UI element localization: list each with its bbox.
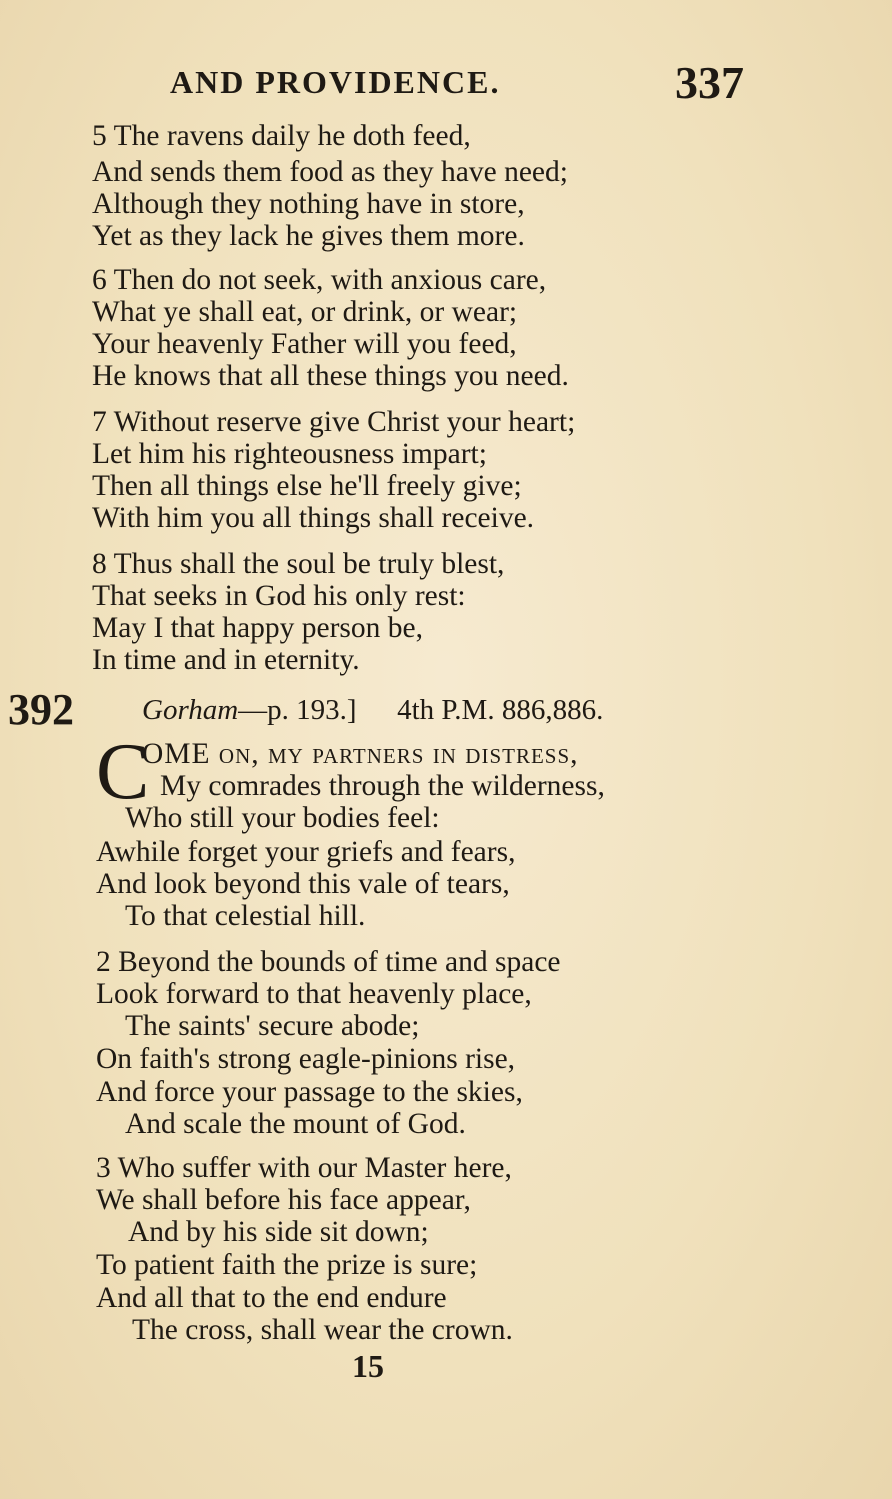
- verse-line: In time and in eternity.: [92, 644, 360, 676]
- verse-line: Your heavenly Father will you feed,: [92, 328, 517, 360]
- verse-line: May I that happy person be,: [92, 612, 423, 644]
- verse-line: 7 Without reserve give Christ your heart;: [92, 406, 576, 438]
- verse-line: What ye shall eat, or drink, or wear;: [92, 296, 518, 328]
- meter: 4th P.M. 886,886.: [397, 694, 604, 726]
- hymn-heading: [142, 694, 603, 727]
- verse-line: Although they nothing have in store,: [92, 188, 525, 220]
- hymn-number: 392: [8, 685, 74, 734]
- verse-line: And by his side sit down;: [128, 1216, 429, 1248]
- verse-line: He knows that all these things you need.: [92, 360, 569, 392]
- verse-line: And all that to the end endure: [96, 1282, 447, 1314]
- page-header: [170, 56, 750, 106]
- verse-line: The saints' secure abode;: [125, 1010, 420, 1042]
- verse-line: We shall before his face appear,: [96, 1184, 471, 1216]
- verse-line: And scale the mount of God.: [125, 1108, 466, 1140]
- verse-line: Then all things else he'll freely give;: [92, 470, 522, 502]
- verse-line: And look beyond this vale of tears,: [96, 868, 510, 900]
- verse-line: My comrades through the wilderness,: [160, 770, 605, 802]
- verse-line: To that celestial hill.: [125, 900, 366, 932]
- verse-line: 3 Who suffer with our Master here,: [96, 1152, 512, 1184]
- verse-line: 2 Beyond the bounds of time and space: [96, 946, 561, 978]
- verse-line: Yet as they lack he gives them more.: [92, 220, 525, 252]
- verse-line: 6 Then do not seek, with anxious care,: [92, 264, 547, 296]
- verse-line: 5 The ravens daily he doth feed,: [92, 120, 471, 152]
- verse-line: That seeks in God his only rest:: [92, 580, 466, 612]
- tune-name: Gorham: [142, 694, 239, 726]
- verse-line: Who still your bodies feel:: [125, 802, 440, 834]
- verse-line: 8 Thus shall the soul be truly blest,: [92, 548, 505, 580]
- verse-line: Look forward to that heavenly place,: [96, 978, 532, 1010]
- verse-line: And sends them food as they have need;: [92, 156, 568, 188]
- verse-line: OME on, my partners in distress,: [142, 738, 579, 770]
- signature-mark: 15: [352, 1348, 384, 1384]
- verse-line: The cross, shall wear the crown.: [132, 1314, 513, 1346]
- verse-line: And force your passage to the skies,: [96, 1076, 523, 1108]
- verse-line: Awhile forget your griefs and fears,: [96, 836, 516, 868]
- verse-line: With him you all things shall receive.: [92, 502, 535, 534]
- running-title: AND PROVIDENCE.: [170, 64, 501, 100]
- drop-cap: C: [96, 728, 150, 816]
- verse-line: To patient faith the prize is sure;: [96, 1249, 478, 1281]
- verse-line: Let him his righteousness impart;: [92, 438, 487, 470]
- verse-line: On faith's strong eagle-pinions rise,: [96, 1043, 516, 1075]
- page-number: 337: [675, 57, 744, 108]
- tune-reference: —p. 193.]: [238, 694, 357, 726]
